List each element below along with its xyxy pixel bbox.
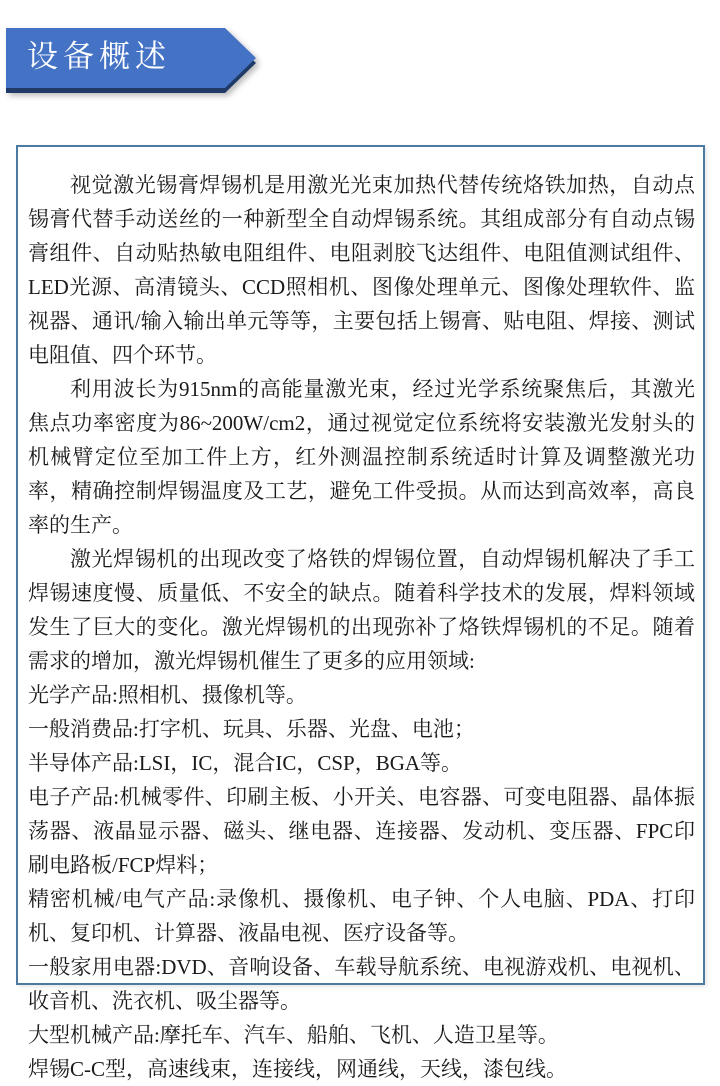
application-line-optical: 光学产品:照相机、摄像机等。 — [28, 683, 307, 707]
application-line-consumer: 一般消费品:打字机、玩具、乐器、光盘、电池； — [28, 717, 475, 741]
application-line-home-appliances: 一般家用电器:DVD、音响设备、车载导航系统、电视游戏机、电视机、收音机、洗衣机、吸尘器等。 — [28, 955, 695, 1013]
application-line-large-machinery: 大型机械产品:摩托车、汽车、船舶、飞机、人造卫星等。 — [28, 1023, 559, 1047]
paragraph-system-intro: 视觉激光锡膏焊锡机是用激光光束加热代替传统烙铁加热，自动点锡膏代替手动送丝的一种新型全自动焊锡系统。其组成部分有自动点锡膏组件、自动贴热敏电阻组件、电阻剥胶飞达组件、电阻值测试组件、LED光源、高清镜头、CCD照相机、图像处理单元、图像处理软件、监视器、通讯/输入输出单元等等，主要包括上锡膏、贴电阻、焊接、测试电阻值、四个环节。 — [28, 173, 695, 367]
section-banner — [6, 28, 258, 94]
section-title: 设备概述 — [27, 39, 171, 74]
paragraph-industry-applications-intro: 激光焊锡机的出现改变了烙铁的焊锡位置，自动焊锡机解决了手工焊锡速度慢、质量低、不安全的缺点。随着科学技术的发展，焊料领域发生了巨大的变化。激光焊锡机的出现弥补了烙铁焊锡机的不足。随着需求的增加，激光焊锡机催生了更多的应用领域: — [28, 547, 695, 673]
paragraph-laser-specs: 利用波长为915nm的高能量激光束，经过光学系统聚焦后，其激光焦点功率密度为86~200W/cm2，通过视觉定位系统将安装激光发射头的机械臂定位至加工件上方，红外测温控制系统适时计算及调整激光功率，精确控制焊锡温度及工艺，避免工件受损。从而达到高效率，高良率的生产。 — [28, 377, 695, 537]
application-line-precision-machinery: 精密机械/电气产品:录像机、摄像机、电子钟、个人电脑、PDA、打印机、复印机、计算器、液晶电视、医疗设备等。 — [28, 887, 695, 945]
application-line-semiconductor: 半导体产品:LSI，IC，混合IC，CSP，BGA等。 — [28, 751, 463, 775]
overview-text-box — [16, 145, 705, 1081]
application-line-electronics: 电子产品:机械零件、印刷主板、小开关、电容器、可变电阻器、晶体振荡器、液晶显示器、磁头、继电器、连接器、发动机、变压器、FPC印刷电路板/FCP焊料； — [28, 785, 695, 877]
application-line-solder-wires: 焊锡C-C型，高速线束，连接线，网通线，天线，漆包线。 — [28, 1057, 568, 1081]
